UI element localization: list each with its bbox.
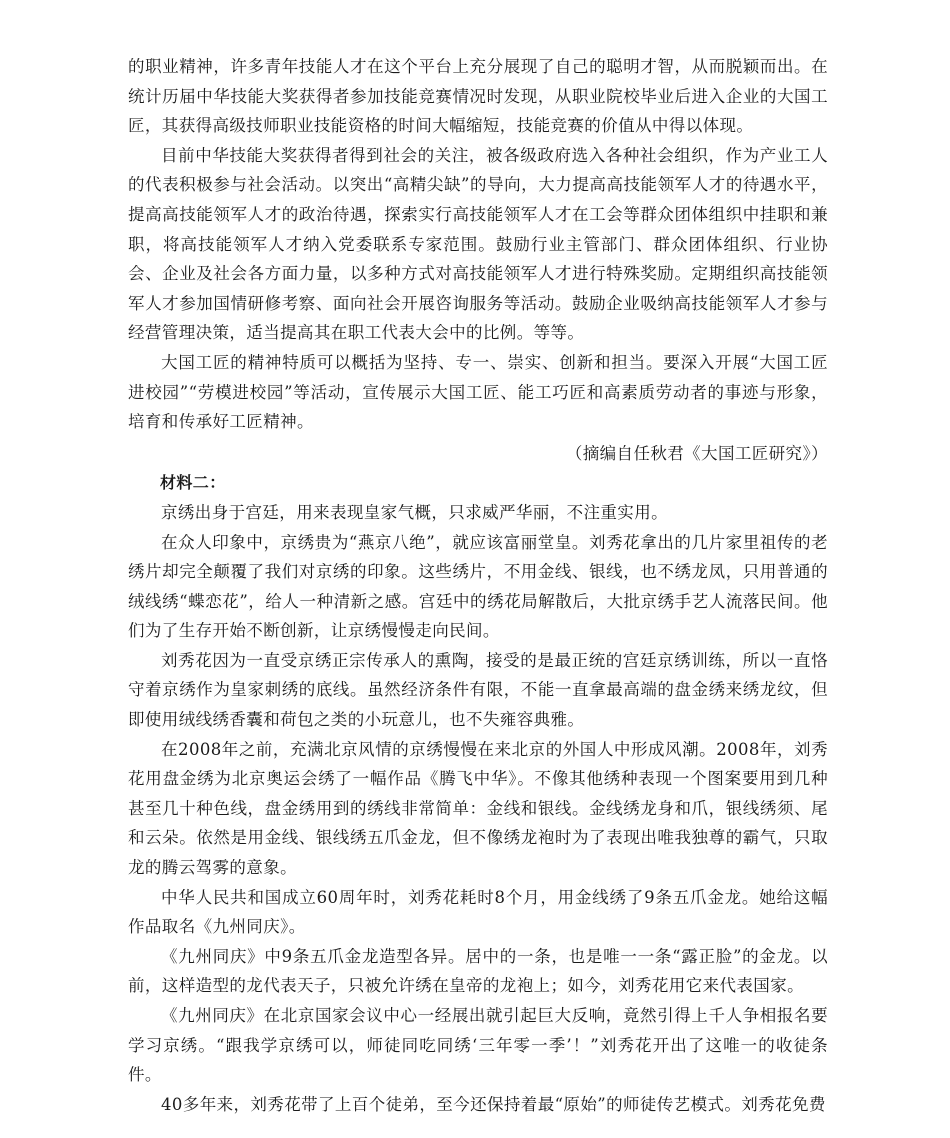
- paragraph: 刘秀花因为一直受京绣正宗传承人的熏陶，接受的是最正统的宫廷京绣训练，所以一直恪守着京绣作为皇家刺绣的底线。虽然经济条件有限，不能一直拿最高端的盘金绣来绣龙纹，但即使用绒线绣香囊和荷包之类的小玩意儿，也不失雍容典雅。: [128, 650, 828, 730]
- paragraph: 京绣出身于宫廷，用来表现皇家气概，只求威严华丽，不注重实用。: [161, 502, 668, 522]
- paragraph: 《九州同庆》在北京国家会议中心一经展出就引起巨大反响，竟然引得上千人争相报名要学习京绣。“跟我学京绣可以，师徒同吃同绣‘三年零一季’！”刘秀花开出了这唯一的收徒条件。: [128, 1006, 828, 1085]
- document-page: [128, 52, 828, 1119]
- paragraph: 在众人印象中，京绣贵为“燕京八绝”，就应该富丽堂皇。刘秀花拿出的几片家里祖传的老绣片却完全颠覆了我们对京绣的印象。这些绣片，不用金线、银线，也不绣龙凤，只用普通的绒线绣“蝶恋花”，给人一种清新之感。宫廷中的绣花局解散后，大批京绣手艺人流落民间。他们为了生存开始不断创新，让京绣慢慢走向民间。: [128, 532, 828, 641]
- section-heading: 材料二：: [160, 473, 226, 493]
- paragraph: 大国工匠的精神特质可以概括为坚持、专一、崇实、创新和担当。要深入开展“大国工匠进校园”“劳模进校园”等活动，宣传展示大国工匠、能工巧匠和高素质劳动者的事迹与形象，培育和传承好工匠精神。: [128, 352, 828, 432]
- source-citation: （摘编自任秋君《大国工匠研究》）: [565, 443, 828, 463]
- paragraph-continuation: 的职业精神，许多青年技能人才在这个平台上充分展现了自己的聪明才智，从而脱颖而出。在统计历届中华技能大奖获得者参加技能竞赛情况时发现，从职业院校毕业后进入企业的大国工匠，其获得高级技师职业技能资格的时间大幅缩短，技能竞赛的价值从中得以体现。: [128, 57, 828, 136]
- paragraph: 40多年来，刘秀花带了上百个徒弟，至今还保持着最“原始”的师徒传艺模式。刘秀花免费: [161, 1094, 826, 1114]
- paragraph: 《九州同庆》中9条五爪金龙造型各异。居中的一条，也是唯一一条“露正脸”的金龙。以前，这样造型的龙代表天子，只被允许绣在皇帝的龙袍上；如今，刘秀花用它来代表国家。: [128, 946, 828, 996]
- paragraph: 在2008年之前，充满北京风情的京绣慢慢在来北京的外国人中形成风潮。2008年，刘秀花用盘金绣为北京奥运会绣了一幅作品《腾飞中华》。不像其他绣种表现一个图案要用到几种甚至几十种色线，盘金绣用到的绣线非常简单：金线和银线。金线绣龙身和爪，银线绣须、尾和云朵。依然是用金线、银线绣五爪金龙，但不像绣龙袍时为了表现出唯我独尊的霸气，只取龙的腾云驾雾的意象。: [128, 739, 828, 878]
- paragraph: 目前中华技能大奖获得者得到社会的关注，被各级政府选入各种社会组织，作为产业工人的代表积极参与社会活动。以突出“高精尖缺”的导向，大力提高高技能领军人才的待遇水平，提高高技能领军人才的政治待遇，探索实行高技能领军人才在工会等群众团体组织中挂职和兼职，将高技能领军人才纳入党委联系专家范围。鼓励行业主管部门、群众团体组织、行业协会、企业及社会各方面力量，以多种方式对高技能领军人才进行特殊奖励。定期组织高技能领军人才参加国情研修考察、面向社会开展咨询服务等活动。鼓励企业吸纳高技能领军人才参与经营管理决策，适当提高其在职工代表大会中的比例。等等。: [128, 145, 828, 343]
- paragraph: 中华人民共和国成立60周年时，刘秀花耗时8个月，用金线绣了9条五爪金龙。她给这幅作品取名《九州同庆》。: [128, 887, 828, 937]
